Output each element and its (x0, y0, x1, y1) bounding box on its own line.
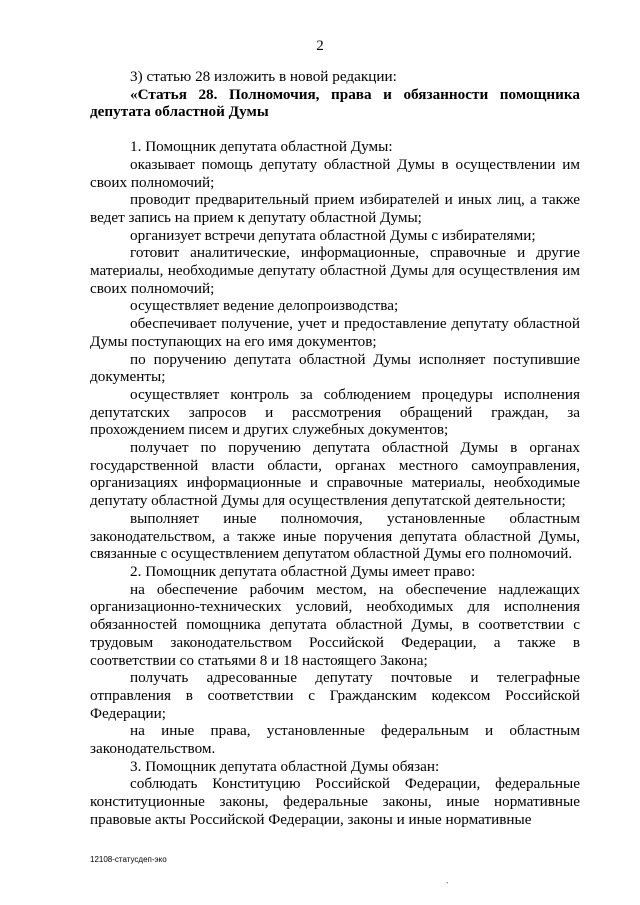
paragraph: организует встречи депутата областной Думы с избирателями; (130, 226, 536, 244)
paragraph: на иные права, установленные федеральным и областным законодательством. (90, 722, 580, 758)
paragraph: на обеспечение рабочим местом, на обеспечение надлежащих организационно-технических условий, необходимых для исполнения обязанностей помощника депутата областной Думы, в соответствии с трудовым законодательством Российской Федерации, а также в соответствии со статьями 8 и 18 настоящего Закона; (90, 580, 580, 669)
amendment-intro: 3) статью 28 изложить в новой редакции: (130, 68, 397, 85)
paragraph: получать адресованные депутату почтовые и телеграфные отправления в соответствии с Гражданским кодексом Российской Федерации; (90, 669, 580, 722)
stray-mark: ` (446, 881, 449, 890)
paragraph: проводит предварительный прием избирателей и иных лиц, а также ведет запись на прием к депутату областной Думы; (90, 191, 580, 226)
paragraph: осуществляет контроль за соблюдением процедуры исполнения депутатских запросов и рассмотрения обращений граждан, за прохождением писем и других служебных документов; (90, 385, 580, 439)
section-3-heading: 3. Помощник депутата областной Думы обязан: (130, 757, 440, 775)
paragraph: обеспечивает получение, учет и предоставление депутату областной Думы поступающих на его имя документов; (90, 315, 580, 350)
section-1-heading: 1. Помощник депутата областной Думы: (130, 138, 393, 156)
paragraph: готовит аналитические, информационные, справочные и другие материалы, необходимые депутату областной Думы для осуществления им своих полномочий; (90, 244, 580, 297)
paragraph: выполняет иные полномочия, установленные областным законодательством, а также иные поручения депутата областной Думы, связанные с осуществлением депутатом областной Думы его полномочий. (90, 509, 580, 563)
paragraph: получает по поручению депутата областной Думы в органах государственной власти области, органах местного самоуправления, организациях информационные и справочные материалы, необходимые депутату областной Думы для осуществления депутатской деятельности; (90, 439, 580, 510)
paragraph: соблюдать Конституцию Российской Федерации, федеральные конституционные законы, федеральные законы, иные нормативные правовые акты Российской Федерации, законы и иные нормативные (90, 775, 580, 828)
paragraph: осуществляет ведение делопроизводства; (130, 297, 399, 315)
document-body (90, 68, 580, 829)
section-2-heading: 2. Помощник депутата областной Думы имеет право: (130, 562, 476, 580)
page-number: 2 (316, 38, 324, 54)
document-code: 12108-статусдеп-эко (90, 855, 167, 864)
paragraph: оказывает помощь депутату областной Думы в осуществлении им своих полномочий; (90, 155, 580, 191)
article-heading: «Статья 28. Полномочия, права и обязанности помощника депутата областной Думы (90, 85, 580, 121)
paragraph: по поручению депутата областной Думы исполняет поступившие документы; (90, 350, 580, 386)
